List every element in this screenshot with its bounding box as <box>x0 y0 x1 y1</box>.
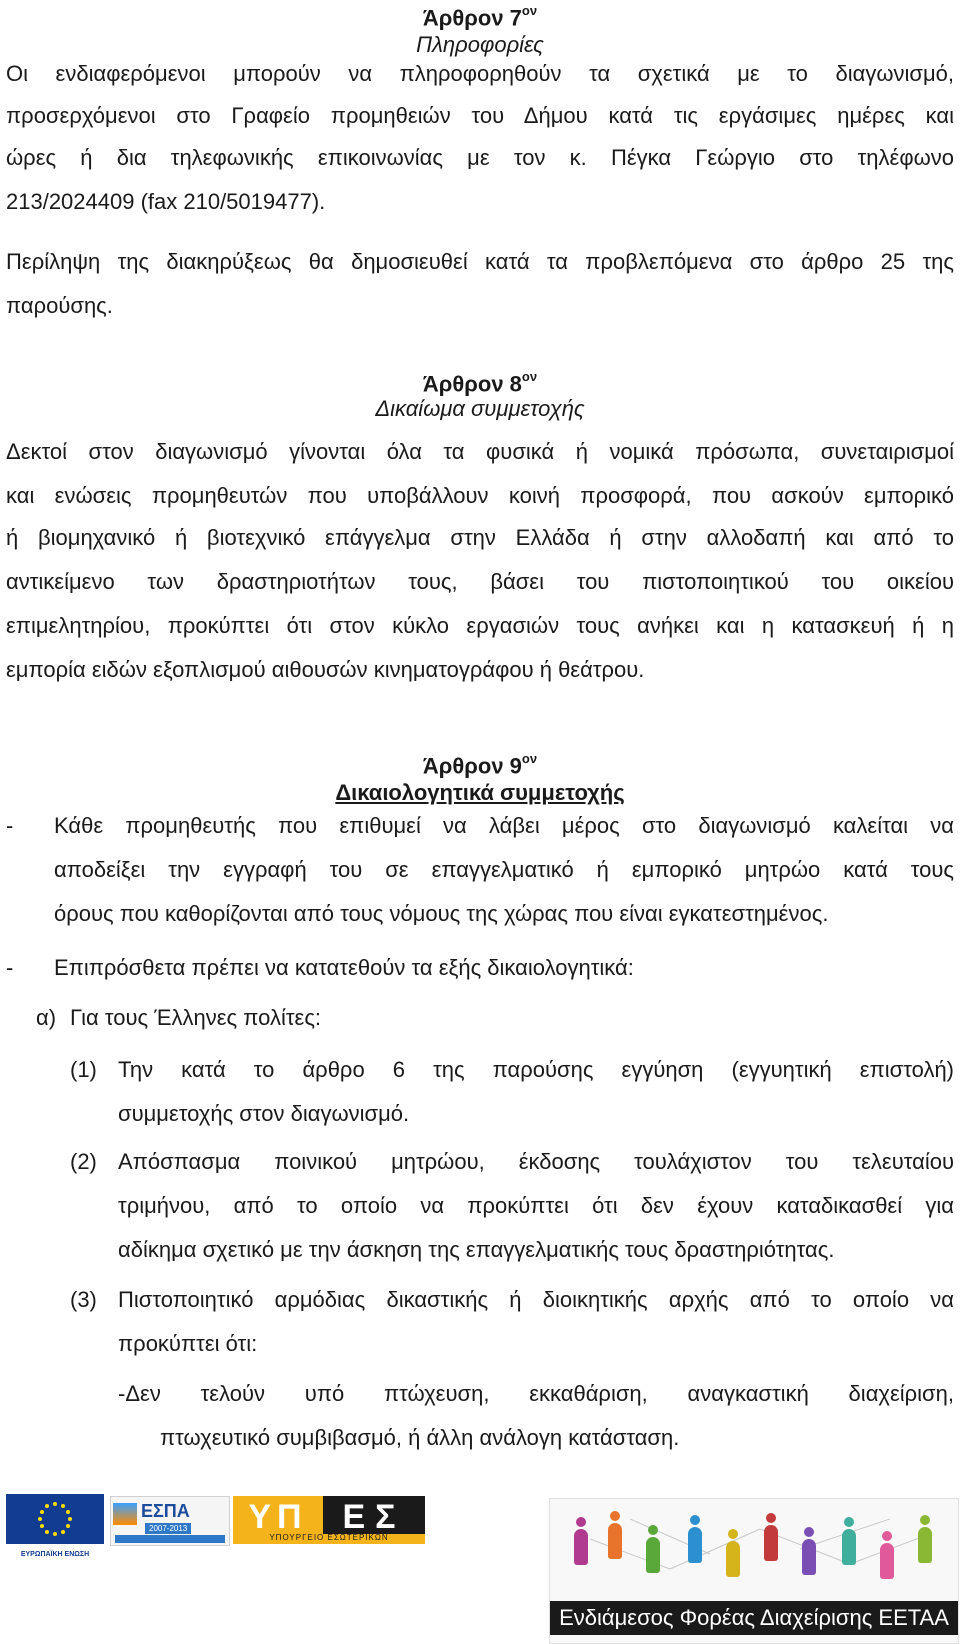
alpha-label: α) <box>36 1005 57 1030</box>
sub-item-line1: -Δεν τελούν υπό πτώχευση, εκκαθάριση, αναγκαστική διαχείριση, <box>118 1381 954 1406</box>
item-1-line2: συμμετοχής στον διαγωνισμό. <box>118 1101 410 1126</box>
item-2-line3: αδίκημα σχετικό με την άσκηση της επαγγελματικής τους δραστηριότητας. <box>118 1237 835 1262</box>
article-8-subtitle: Δικαίωμα συμμετοχής <box>375 396 585 421</box>
person-figure-icon <box>646 1537 660 1573</box>
bullet-1-line1: Κάθε προμηθευτής που επιθυμεί να λάβει μέρος στο διαγωνισμό καλείται να <box>54 813 954 838</box>
bullet-1-line2: αποδείξει την εγγραφή του σε επαγγελματικό ή εμπορικό μητρώο κατά τους <box>54 857 954 882</box>
article-8-line3: ή βιομηχανικό ή βιοτεχνικό επάγγελμα στην Ελλάδα ή στην αλλοδαπή και από το <box>6 525 954 550</box>
article-8-line5: επιμελητηρίου, προκύπτει ότι στον κύκλο εργασιών τους ανήκει και η κατασκευή ή η <box>6 613 954 638</box>
bullet-1-line3: όρους που καθορίζονται από τους νόμους της χώρας που είναι εγκατεστημένος. <box>54 901 829 926</box>
bullet-2-dash: - <box>6 955 14 980</box>
article-8-line1: Δεκτοί στον διαγωνισμό γίνονται όλα τα φυσικά ή νομικά πρόσωπα, συνεταιρισμοί <box>6 439 954 464</box>
article-8-line6: εμπορία ειδών εξοπλισμού αιθουσών κινηματογράφου ή θεάτρου. <box>6 657 645 682</box>
item-3-line2: προκύπτει ότι: <box>118 1331 258 1356</box>
ypes-letters-right: ΕΣ <box>342 1498 406 1536</box>
article-7-para1-line4: 213/2024409 (fax 210/5019477). <box>6 189 326 214</box>
eetaa-text: Ενδιάμεσος Φορέας Διαχείρισης ΕΕΤΑΑ <box>559 1605 949 1630</box>
article-9-title <box>0 748 960 779</box>
item-1-line1: Την κατά το άρθρο 6 της παρούσης εγγύηση (εγγυητική επιστολή) <box>118 1057 954 1082</box>
article-7-title-text: Άρθρον 7 <box>422 5 522 31</box>
article-7-para1-line1: Οι ενδιαφερόμενοι μπορούν να πληροφορηθούν τα σχετικά με το διαγωνισμό, <box>6 61 954 86</box>
article-8-title-text: Άρθρον 8 <box>422 371 522 397</box>
person-figure-icon <box>574 1529 588 1565</box>
bullet-1-dash: - <box>6 813 14 838</box>
eetaa-logo <box>549 1498 959 1644</box>
article-8-line2: και ενώσεις προμηθευτών που υποβάλλουν κοινή προσφορά, που ασκούν εμπορικό <box>6 483 954 508</box>
article-7-para1-line3: ώρες ή δια τηλεφωνικής επικοινωνίας με τον κ. Πέγκα Γεώργιο στο τηλέφωνο <box>6 145 954 170</box>
espa-slogan-bar <box>115 1535 225 1543</box>
ypes-subtitle: ΥΠΟΥΡΓΕΙΟ ΕΣΩΤΕΡΙΚΩΝ <box>269 1533 389 1542</box>
item-2-line2: τριμήνου, από το οποίο να προκύπτει ότι δεν έχουν καταδικασθεί για <box>118 1193 954 1218</box>
article-9-title-text: Άρθρον 9 <box>422 753 522 779</box>
ypes-logo <box>233 1496 425 1544</box>
person-figure-icon <box>918 1527 932 1563</box>
person-figure-icon <box>842 1529 856 1565</box>
item-2-label: (2) <box>70 1149 97 1174</box>
eu-stars-icon <box>6 1494 104 1544</box>
article-9-title-sup: ον <box>521 751 538 766</box>
person-figure-icon <box>802 1539 816 1575</box>
article-8-line4: αντικείμενο των δραστηριοτήτων τους, βάσει του πιστοποιητικού του οικείου <box>6 569 954 594</box>
article-7-title-sup: ον <box>521 3 538 18</box>
article-8-title <box>0 366 960 397</box>
person-figure-icon <box>726 1541 740 1577</box>
item-3-line1: Πιστοποιητικό αρμόδιας δικαστικής ή διοικητικής αρχής από το οποίο να <box>118 1287 954 1312</box>
item-1-label: (1) <box>70 1057 97 1082</box>
article-7-para2-line1: Περίληψη της διακηρύξεως θα δημοσιευθεί κατά τα προβλεπόμενα στο άρθρο 25 της <box>6 249 954 274</box>
person-figure-icon <box>688 1527 702 1563</box>
article-7-title <box>0 0 960 31</box>
alpha-text: Για τους Έλληνες πολίτες: <box>70 1005 322 1030</box>
ypes-letters-left: ΥΠ <box>248 1498 308 1536</box>
sub-item-line2: πτωχευτικό συμβιβασμό, ή άλλη ανάλογη κατάσταση. <box>160 1425 680 1450</box>
article-7-para2-line2: παρούσης. <box>6 293 113 318</box>
article-7-para1-line2: προσερχόμενοι στο Γραφείο προμηθειών του Δήμου κατά τις εργάσιμες ημέρες και <box>6 103 954 128</box>
article-9-subtitle: Δικαιολογητικά συμμετοχής <box>335 780 625 805</box>
item-3-label: (3) <box>70 1287 97 1312</box>
bullet-2-text: Επιπρόσθετα πρέπει να κατατεθούν τα εξής δικαιολογητικά: <box>54 955 634 980</box>
person-figure-icon <box>764 1525 778 1561</box>
article-7-subtitle: Πληροφορίες <box>416 32 544 57</box>
espa-title: ΕΣΠΑ <box>141 1501 190 1521</box>
espa-logo <box>110 1496 230 1546</box>
eu-caption: ΕΥΡΩΠΑΪΚΗ ΕΝΩΣΗ <box>20 1551 90 1558</box>
person-figure-icon <box>880 1543 894 1579</box>
person-figure-icon <box>608 1523 622 1559</box>
article-8-title-sup: ον <box>521 369 538 384</box>
espa-years: 2007-2013 <box>145 1523 191 1534</box>
item-2-line1: Απόσπασμα ποινικού μητρώου, έκδοσης τουλάχιστον του τελευταίου <box>118 1149 954 1174</box>
eu-flag-logo <box>6 1494 104 1558</box>
espa-emblem-icon <box>113 1503 137 1525</box>
